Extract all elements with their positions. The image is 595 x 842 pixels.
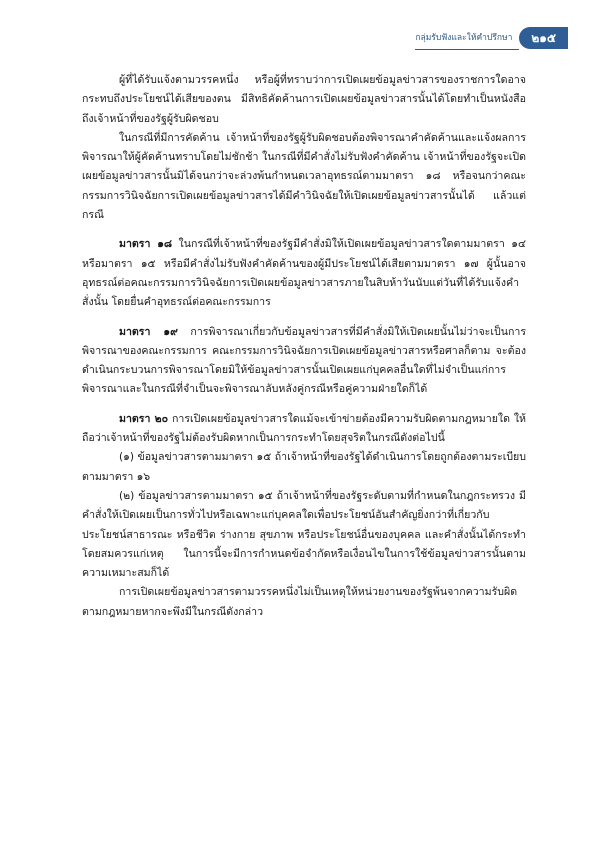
document-body (82, 71, 526, 622)
section-heading: มาตรา ๑๘ (119, 238, 173, 251)
list-item-1 (82, 448, 526, 487)
list-item-2 (82, 487, 526, 583)
section-heading: มาตรา ๒๐ (119, 412, 169, 425)
paragraph-text: ในกรณีที่มีการคัดค้าน เจ้าหน้าที่ของรัฐผู้รับผิดชอบต้องพิจารณาคำคัดค้านและแจ้งผลการพิจารณาให้ผู้คัดค้านทราบโดยไม่ชักช้า ในกรณีที่มีคำสั่งไม่รับฟังคำคัดค้าน เจ้าหน้าที่ของรัฐจะเปิดเผยข้อมูลข่าวสารนั้นมิได้จนกว่าจะล่วงพ้นกำหนดเวลาอุทธรณ์ตามมาตรา ๑๘ หรือจนกว่าคณะกรรมการวินิจฉัยการเปิดเผยข้อมูลข่าวสารได้มีคำวินิจฉัยให้เปิดเผยข้อมูลข่าวสารนั้นได้ แล้วแต่กรณี (82, 131, 526, 222)
paragraph-text: (๑) ข้อมูลข่าวสารตามมาตรา ๑๕ ถ้าเจ้าหน้าที่ของรัฐได้ดำเนินการโดยถูกต้องตามระเบียบตามมาตรา ๑๖ (82, 451, 526, 483)
paragraph-text: ผู้ที่ได้รับแจ้งตามวรรคหนึ่ง หรือผู้ที่ทราบว่าการเปิดเผยข้อมูลข่าวสารของราชการใดอาจกระทบถึงประโยชน์ได้เสียของตน มีสิทธิคัดค้านการเปิดเผยข้อมูลข่าวสารนั้นได้โดยทำเป็นหนังสือถึงเจ้าหน้าที่ของรัฐผู้รับผิดชอบ (82, 74, 526, 125)
section-19-paragraph (82, 323, 526, 400)
page-number-badge: ๒๑๕ (519, 27, 568, 49)
header-title: กลุ่มรับฟังและให้คำปรึกษา (415, 27, 519, 50)
paragraph (82, 583, 526, 622)
page-header (415, 27, 568, 49)
section-heading: มาตรา ๑๙ (119, 325, 178, 338)
paragraph (82, 129, 526, 225)
section-20-paragraph (82, 410, 526, 449)
paragraph-text: (๒) ข้อมูลข่าวสารตามมาตรา ๑๕ ถ้าเจ้าหน้าที่ของรัฐระดับตามที่กำหนดในกฎกระทรวง มีคำสั่งให้เปิดเผยเป็นการทั่วไปหรือเฉพาะแก่บุคคลใดเพื่อประโยชน์อันสำคัญยิ่งกว่าที่เกี่ยวกับประโยชน์สาธารณะ หรือชีวิต ร่างกาย สุขภาพ หรือประโยชน์อื่นของบุคคล และคำสั่งนั้นได้กระทำโดยสมควรแก่เหตุ ในการนี้จะมีการกำหนดข้อจำกัดหรือเงื่อนไขในการใช้ข้อมูลข่าวสารนั้นตามความเหมาะสมก็ได้ (82, 489, 526, 580)
section-18-paragraph (82, 235, 526, 312)
paragraph-text: ในกรณีที่เจ้าหน้าที่ของรัฐมีคำสั่งมิให้เปิดเผยข้อมูลข่าวสารใดตามมาตรา ๑๔ หรือมาตรา ๑๕ หรือมีคำสั่งไม่รับฟังคำคัดค้านของผู้มีประโยชน์ได้เสียตามมาตรา ๑๗ ผู้นั้นอาจอุทธรณ์ต่อคณะกรรมการวินิจฉัยการเปิดเผยข้อมูลข่าวสารภายในสิบห้าวันนับแต่วันที่ได้รับแจ้งคำสั่งนั้น โดยยื่นคำอุทธรณ์ต่อคณะกรรมการ (82, 238, 526, 309)
paragraph-text: การเปิดเผยข้อมูลข่าวสารตามวรรคหนึ่งไม่เป็นเหตุให้หน่วยงานของรัฐพ้นจากความรับผิดตามกฎหมายหากจะพึงมีในกรณีดังกล่าว (82, 586, 518, 618)
paragraph-text: การพิจารณาเกี่ยวกับข้อมูลข่าวสารที่มีคำสั่งมิให้เปิดเผยนั้นไม่ว่าจะเป็นการพิจารณาของคณะกรรมการ คณะกรรมการวินิจฉัยการเปิดเผยข้อมูลข่าวสารหรือศาลก็ตาม จะต้องดำเนินกระบวนการพิจารณาโดยมิให้ข้อมูลข่าวสารนั้นเปิดเผยแก่บุคคลอื่นใดที่ไม่จำเป็นแก่การพิจารณาและในกรณีที่จำเป็นจะพิจารณาลับหลังคู่กรณีหรือคู่ความฝ่ายใดก็ได้ (82, 325, 527, 396)
paragraph (82, 71, 526, 129)
paragraph-text: การเปิดเผยข้อมูลข่าวสารใดแม้จะเข้าข่ายต้องมีความรับผิดตามกฎหมายใด ให้ถือว่าเจ้าหน้าที่ของรัฐไม่ต้องรับผิดหากเป็นการกระทำโดยสุจริตในกรณีดังต่อไปนี้ (82, 412, 526, 445)
